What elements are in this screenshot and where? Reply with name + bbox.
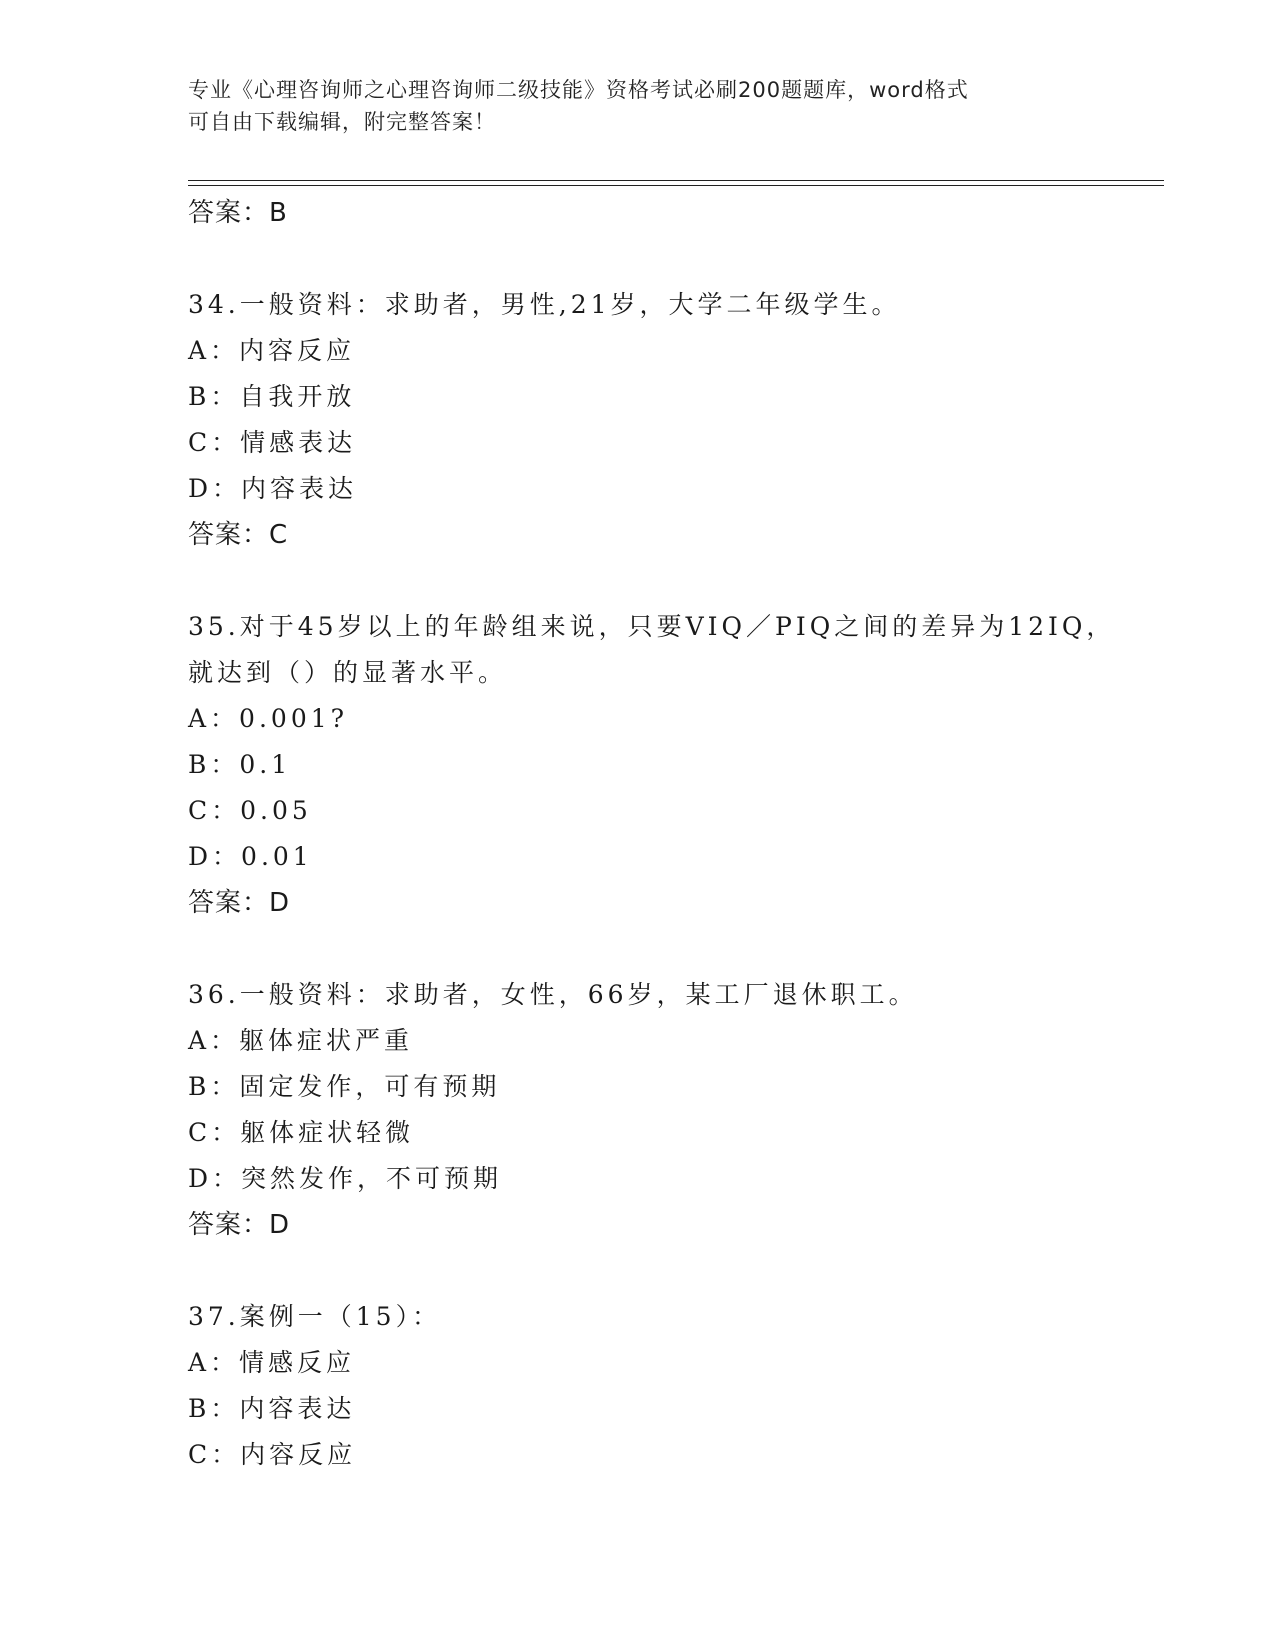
previous-answer: 答案：B	[188, 198, 288, 228]
answer: 答案：C	[188, 520, 289, 550]
answer: 答案：D	[188, 888, 291, 918]
spacer	[188, 926, 1138, 972]
spacer	[188, 558, 1138, 604]
question-36	[188, 972, 1138, 1248]
option-b: B：内容表达	[188, 1394, 356, 1423]
header-rule-bottom	[188, 185, 1164, 186]
header-line-1: 专业《心理咨询师之心理咨询师二级技能》资格考试必刷200题题库，word格式	[188, 78, 969, 102]
spacer	[188, 236, 1138, 282]
option-a: A：躯体症状严重	[188, 1026, 414, 1055]
document-header	[188, 74, 1088, 138]
option-b: B：0.1	[188, 750, 292, 779]
option-d: D：内容表达	[188, 474, 358, 503]
question-37	[188, 1294, 1138, 1478]
answer: 答案：D	[188, 1210, 291, 1240]
option-a: A：情感反应	[188, 1348, 356, 1377]
header-rule-top	[188, 180, 1164, 181]
option-c: C：0.05	[188, 796, 312, 825]
question-list	[188, 190, 1138, 1478]
question-stem: 36.一般资料：求助者，女性，66岁，某工厂退休职工。	[188, 980, 918, 1009]
question-34	[188, 282, 1138, 558]
option-d: D：突然发作，不可预期	[188, 1164, 503, 1193]
option-c: C：情感表达	[188, 428, 357, 457]
option-c: C：躯体症状轻微	[188, 1118, 415, 1147]
question-stem: 34.一般资料：求助者，男性,21岁，大学二年级学生。	[188, 290, 901, 319]
spacer	[188, 1248, 1138, 1294]
question-stem: 35.对于45岁以上的年龄组来说，只要VIQ／PIQ之间的差异为12IQ，	[188, 612, 1116, 641]
option-b: B：固定发作，可有预期	[188, 1072, 501, 1101]
question-stem: 37.案例一（15）：	[188, 1302, 442, 1331]
question-35	[188, 604, 1138, 926]
option-b: B：自我开放	[188, 382, 356, 411]
option-a: A：内容反应	[188, 336, 356, 365]
question-stem-continued: 就达到（）的显著水平。	[188, 658, 508, 687]
option-d: D：0.01	[188, 842, 313, 871]
option-a: A：0.001?	[188, 704, 349, 733]
option-c: C：内容反应	[188, 1440, 357, 1469]
header-line-2: 可自由下载编辑，附完整答案！	[188, 110, 496, 134]
